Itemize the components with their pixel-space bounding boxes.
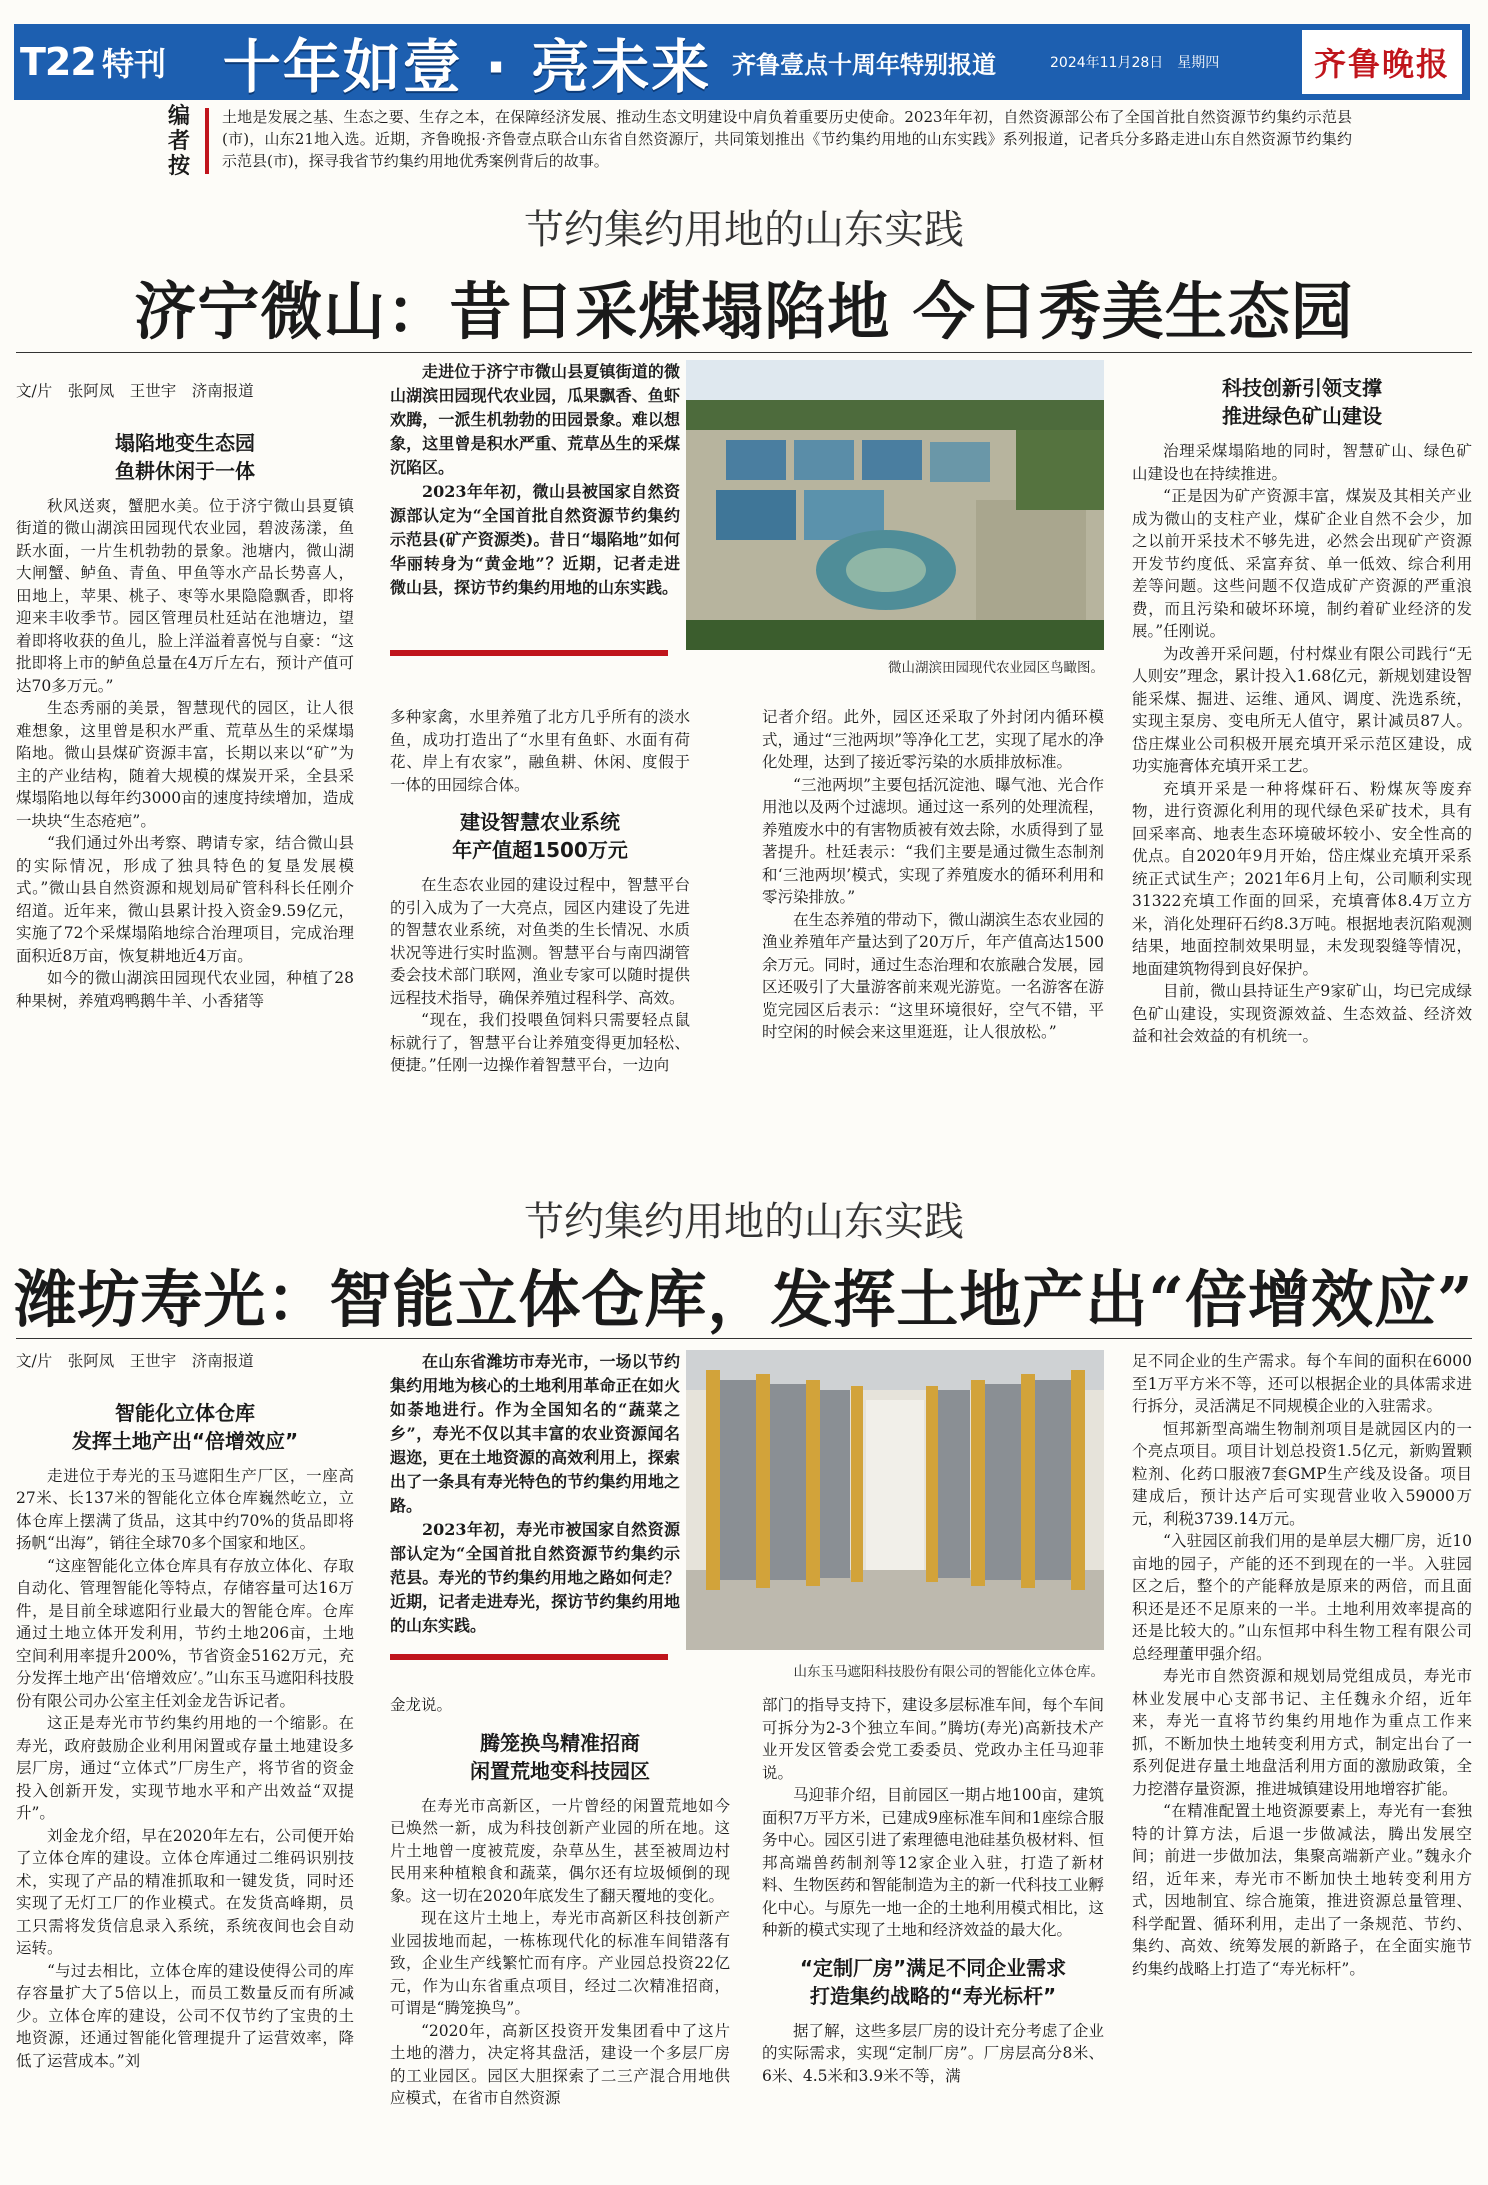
paragraph: 据了解，这些多层厂房的设计充分考虑了企业的实际需求，实现“定制厂房”。厂房层高分8米、6米、4.5米和3.9米不等，满 [762,2021,1104,2085]
paragraph: 在生态农业园的建设过程中，智慧平台的引入成为了一大亮点，园区内建设了先进的智慧农业系统，对鱼类的生长情况、水质状况等进行实时监测。智慧平台与南四湖管委会技术部门联网，渔业专家可以随时提供远程技术指导，确保养殖过程科学、高效。 [390,876,690,1007]
lead-underline [390,1654,668,1660]
editor-note-label: 编者按 [168,103,191,179]
paragraph: 马迎菲介绍，目前园区一期占地100亩，建筑面积7万平方米，已建成9座标准车间和1座综合服务中心。园区引进了索理德电池硅基负极材料、恒邦高端兽药制剂等12家企业入驻，打造了新材料、生物医药和智能制造为主的新一代科技工业孵化中心。与原先一地一企的土地利用模式相比，这种新的模式实现了土地和经济效益的最大化。 [762,1786,1104,1939]
subhead: 腾笼换鸟精准招商 闲置荒地变科技园区 [470,1730,650,1783]
paragraph: 在寿光市高新区，一片曾经的闲置荒地如今已焕然一新，成为科技创新产业园的所在地。这片土地曾一度被荒废，杂草丛生，甚至被周边村民用来种植粮食和蔬菜，偶尔还有垃圾倾倒的现象。这一切在2020年底发生了翻天覆地的变化。 [390,1796,730,1905]
paragraph: 现在这片土地上，寿光市高新区科技创新产业园拔地而起，一栋栋现代化的标准车间错落有致，企业生产线繁忙而有序。产业园总投资22亿元，作为山东省重点项目，经过二次精准招商，可谓是“腾笼换鸟”。 [390,1909,730,2017]
paragraph: 在生态养殖的带动下，微山湖滨生态农业园的渔业养殖年产量达到了20万斤，年产值高达1500余万元。同时，通过生态治理和农旅融合发展，园区还吸引了大量游客前来观光游览。一名游客在游览完园区后表示：“这里环境很好，空气不错，平时空闲的时候会来这里逛逛，让人很放松。” [762,910,1104,1041]
paragraph: 充填开采是一种将煤矸石、粉煤灰等废弃物，进行资源化利用的现代绿色采矿技术，具有回采率高、地表生态环境破坏较小、安全性高的优点。自2020年9月开始，岱庄煤业充填开采系统正式试生产；2021年6月上旬，公司顺利实现31322充填工作面的回采，充填膏体8.4万立方米，消化处理矸石约8.3万吨。根据地表沉陷观测结果，地面控制效果明显，未发现裂缝等情况，地面建筑物得到良好保护。 [1132,779,1472,978]
divider [16,1338,1472,1339]
paragraph: 生态秀丽的美景，智慧现代的园区，让人很难想象，这里曾是积水严重、荒草丛生的采煤塌陷地。微山县煤矿资源丰富，长期以来以“矿”为主的产业结构，随着大规模的煤炭开采，全县采煤塌陷地以每年约3000亩的速度持续增加，造成一块块“生态疮疤”。 [16,699,354,830]
article2-kicker: 节约集约用地的山东实践 [524,1199,964,1245]
editor-note-bar [205,108,209,174]
article1-col1 [16,380,354,1120]
lead-paragraph: 走进位于济宁市微山县夏镇街道的微山湖滨田园现代农业园，瓜果飘香、鱼虾欢腾，一派生机勃勃的田园景象。难以想象，这里曾是积水严重、荒草丛生的采煤沉陷区。 [390,362,680,477]
lead-paragraph: 在山东省潍坊市寿光市，一场以节约集约用地为核心的土地利用革命正在如火如荼地进行。作为全国知名的“蔬菜之乡”，寿光不仅以其丰富的农业资源闻名遐迩，更在土地资源的高效利用上，探索出了一条具有寿光特色的节约集约用地之路。 [390,1352,680,1515]
paragraph: 治理采煤塌陷地的同时，智慧矿山、绿色矿山建设也在持续推进。 [1132,442,1472,483]
masthead-subtitle: 齐鲁壹点十周年特别报道 [732,50,996,79]
warehouse-photo [686,1350,1104,1650]
paragraph: 恒邦新型高端生物制剂项目是就园区内的一个亮点项目。项目计划总投资1.5亿元，新购置颗粒剂、化药口服液7套GMP生产线及设备。项目建成后，预计达产后可实现营业收入59000万元，利税3739.14万元。 [1132,1419,1472,1528]
paragraph: 目前，微山县持证生产9家矿山，均已完成绿色矿山建设，实现资源效益、生态效益、经济效益和社会效益的有机统一。 [1132,982,1472,1045]
article2-lead [390,1350,680,1650]
paragraph: “与过去相比，立体仓库的建设使得公司的库存容量扩大了5倍以上，而员工数量反而有所减少。立体仓库的建设，公司不仅节约了宝贵的土地资源，还通过智能化管理提升了运营效率，降低了运营成本。”刘 [16,1961,354,2070]
subhead: 智能化立体仓库 发挥土地产出“倍增效应” [71,1400,299,1453]
paragraph: 如今的微山湖滨田园现代农业园，种植了28种果树，养殖鸡鸭鹅牛羊、小香猪等 [16,969,354,1010]
lead-paragraph: 2023年年初，微山县被国家自然资源部认定为“全国首批自然资源节约集约示范县(矿产资源类)。昔日“塌陷地”如何华丽转身为“黄金地”？近期，记者走进微山县，探访节约集约用地的山东实践。 [390,482,680,597]
paragraph: “正是因为矿产资源丰富，煤炭及其相关产业成为微山的支柱产业，煤矿企业自然不会少，加之以前开采技术不够先进，必然会出现矿产资源开发节约度低、采富弃贫、单一低效、综合利用差等问题。这些问题不仅造成矿产资源的严重浪费，而且污染和破坏环境，制约着矿业经济的发展。”任刚说。 [1132,487,1472,640]
photo-caption: 微山湖滨田园现代农业园区鸟瞰图。 [888,660,1104,676]
subhead: 建设智慧农业系统 年产值超1500万元 [452,810,628,862]
paragraph: “现在，我们投喂鱼饲料只需要轻点鼠标就行了，智慧平台让养殖变得更加轻松、便捷。”任刚一边操作着智慧平台，一边向 [390,1011,690,1074]
paragraph: 为改善开采问题，付村煤业有限公司践行“无人则安”理念，累计投入1.68亿元，新规划建设智能采煤、掘进、运维、通风、调度、洗选系统，实现主泵房、变电所无人值守，累计减员87人。岱庄煤业公司积极开展充填开采示范区建设，成功实施膏体充填开采工艺。 [1132,644,1472,775]
article1-col2 [390,706,690,1120]
article1-col3 [762,706,1104,1120]
paragraph: “我们通过外出考察、聘请专家，结合微山县的实际情况，形成了独具特色的复垦发展模式。”微山县自然资源和规划局矿管科科长任刚介绍道。近年来，微山县累计投入资金9.59亿元，实施了72个采煤塌陷地综合治理项目，完成治理面积近8万亩，恢复耕地近4万亩。 [16,834,354,965]
subhead: 塌陷地变生态园 鱼耕休闲于一体 [115,430,255,483]
divider [16,352,1472,353]
paragraph: 记者介绍。此外，园区还采取了外封闭内循环模式，通过“三池两坝”等净化工艺，实现了尾水的净化处理，达到了接近零污染的水质排放标准。 [762,708,1104,771]
paragraph: “在精准配置土地资源要素上，寿光有一套独特的计算方法，后退一步做减法，腾出发展空间；前进一步做加法，集聚高端新产业。”魏永介绍，近年来，寿光市不断加快土地转变利用方式，因地制宜、综合施策，推进资源总量管理、科学配置、循环利用，走出了一条规范、节约、集约、高效、统筹发展的新路子，在全面实施节约集约战略上打造了“寿光标杆”。 [1132,1802,1472,1978]
paragraph: 寿光市自然资源和规划局党组成员，寿光市林业发展中心支部书记、主任魏永介绍，近年来，寿光一直将节约集约用地作为重点工作来抓，不断加快土地转变利用方式，制定出台了一系列促进存量土地盘活利用方面的激励政策，全力挖潜存量资源，推进城镇建设用地增容扩能。 [1132,1667,1472,1798]
masthead [14,24,1470,100]
aerial-farm-photo [686,360,1104,650]
article2-col1 [16,1350,354,2170]
article1-col4 [1132,374,1472,1120]
article1-headline: 济宁微山：昔日采煤塌陷地 今日秀美生态园 [134,275,1354,348]
paragraph: 刘金龙介绍，早在2020年左右，公司便开始了立体仓库的建设。立体仓库通过二维码识别技术，实现了产品的精准抓取和一键发货，同时还实现了无灯工厂的作业模式。在发货高峰期，员工只需将发货信息录入系统，系统夜间也会自动运转。 [16,1826,354,1957]
section-label: 特刊 [102,45,167,83]
article2-byline: 文/片 张阿凤 王世宇 济南报道 [16,1352,254,1370]
paragraph: 足不同企业的生产需求。每个车间的面积在6000至1万平方米不等，还可以根据企业的具体需求进行拆分，灵活满足不同规模企业的入驻需求。 [1132,1352,1472,1415]
article1-lead [390,360,680,650]
article2-col2 [390,1694,730,2170]
article1-byline: 文/片 张阿凤 王世宇 济南报道 [16,382,254,400]
paragraph: 部门的指导支持下，建设多层标准车间，每个车间可拆分为2-3个独立车间。”腾坊(寿光)高新技术产业开发区管委会党工委委员、党政办主任马迎菲说。 [762,1696,1104,1782]
paragraph: “这座智能化立体仓库具有存放立体化、存取自动化、管理智能化等特点，存储容量可达16万件，是目前全球遮阳行业最大的智能仓库。仓库通过土地立体开发利用，节约土地206亩，土地空间利用率提升200%，节省资金5162万元，充分发挥土地产出‘倍增效应’。”山东玉马遮阳科技股份有限公司办公室主任刘金龙告诉记者。 [16,1556,354,1710]
paragraph: 金龙说。 [390,1696,453,1714]
paragraph: 多种家禽，水里养殖了北方几乎所有的淡水鱼，成功打造出了“水里有鱼虾、水面有荷花、岸上有农家”，融鱼耕、休闲、度假于一体的田园综合体。 [390,708,690,794]
paragraph: “2020年，高新区投资开发集团看中了这片土地的潜力，决定将其盘活，建设一个多层厂房的工业园区。园区大胆探索了二三产混合用地供应模式，在省市自然资源 [390,2021,730,2107]
subhead: 科技创新引领支撑 推进绿色矿山建设 [1222,376,1382,428]
page-number: T22 [20,40,96,84]
masthead-title: 十年如壹 · 亮未来 [222,33,712,100]
paragraph: 走进位于寿光的玉马遮阳生产厂区，一座高27米、长137米的智能化立体仓库巍然屹立，立体仓库上摆满了货品，这其中约70%的货品即将扬帆“出海”，销往全球70多个国家和地区。 [16,1466,354,1552]
paragraph: 秋风送爽，蟹肥水美。位于济宁微山县夏镇街道的微山湖滨田园现代农业园，碧波荡漾，鱼跃水面，一片生机勃勃的景象。池塘内，微山湖大闸蟹、鲈鱼、青鱼、甲鱼等水产品长势喜人，田地上，苹果、桃子、枣等水果隐隐飘香，即将迎来丰收季节。园区管理员杜廷站在池塘边，望着即将收获的鱼儿，脸上洋溢着喜悦与自豪：“这批即将上市的鲈鱼总量在4万斤左右，预计产值可达70多万元。” [16,496,354,695]
article2-col3 [762,1694,1104,2170]
paragraph: 这正是寿光市节约集约用地的一个缩影。在寿光，政府鼓励企业利用闲置或存量土地建设多层厂房，通过“立体式”厂房生产，将节省的资金投入创新开发，实现节地水平和产出效益“双提升”。 [16,1714,354,1822]
editor-note-text: 土地是发展之基、生态之要、生存之本，在保障经济发展、推动生态文明建设中肩负着重要历史使命。2023年年初，自然资源部公布了全国首批自然资源节约集约示范县(市)，山东21地入选。近期，齐鲁晚报·齐鲁壹点联合山东省自然资源厅，共同策划推出《节约集约用地的山东实践》系列报道，记者兵分多路走进山东自然资源节约集约示范县(市)，探寻我省节约集约用地优秀案例背后的故事。 [222,108,1352,170]
article2-headline: 潍坊寿光：智能立体仓库，发挥土地产出“倍增效应” [14,1263,1474,1336]
paragraph: “三池两坝”主要包括沉淀池、曝气池、光合作用池以及两个过滤坝。通过这一系列的处理流程，养殖废水中的有害物质被有效去除，水质得到了显著提升。杜廷表示：“我们主要是通过微生态制剂和‘三池两坝’模式，实现了养殖废水的循环利用和零污染排放。” [762,775,1104,906]
paper-logo: 齐鲁晚报 [1302,30,1462,94]
subhead: “定制厂房”满足不同企业需求 打造集约战略的“寿光标杆” [799,1955,1067,2008]
article2-col4 [1132,1350,1472,2170]
lead-underline [390,650,668,656]
photo-caption: 山东玉马遮阳科技股份有限公司的智能化立体仓库。 [793,1664,1104,1680]
article1-kicker: 节约集约用地的山东实践 [524,207,964,253]
issue-date: 2024年11月28日 星期四 [1050,55,1220,71]
paragraph: “入驻园区前我们用的是单层大棚厂房，近10亩地的园子，产能的还不到现在的一半。入驻园区之后，整个的产能释放是原来的两倍，而且面积还是还不足原来的一半。土地利用效率提高的还是比较大的。”山东恒邦中科生物工程有限公司总经理董甲强介绍。 [1132,1532,1472,1663]
lead-paragraph: 2023年初，寿光市被国家自然资源部认定为“全国首批自然资源节约集约示范县。寿光的节约集约用地之路如何走？近期，记者走进寿光，探访节约集约用地的山东实践。 [390,1520,680,1635]
